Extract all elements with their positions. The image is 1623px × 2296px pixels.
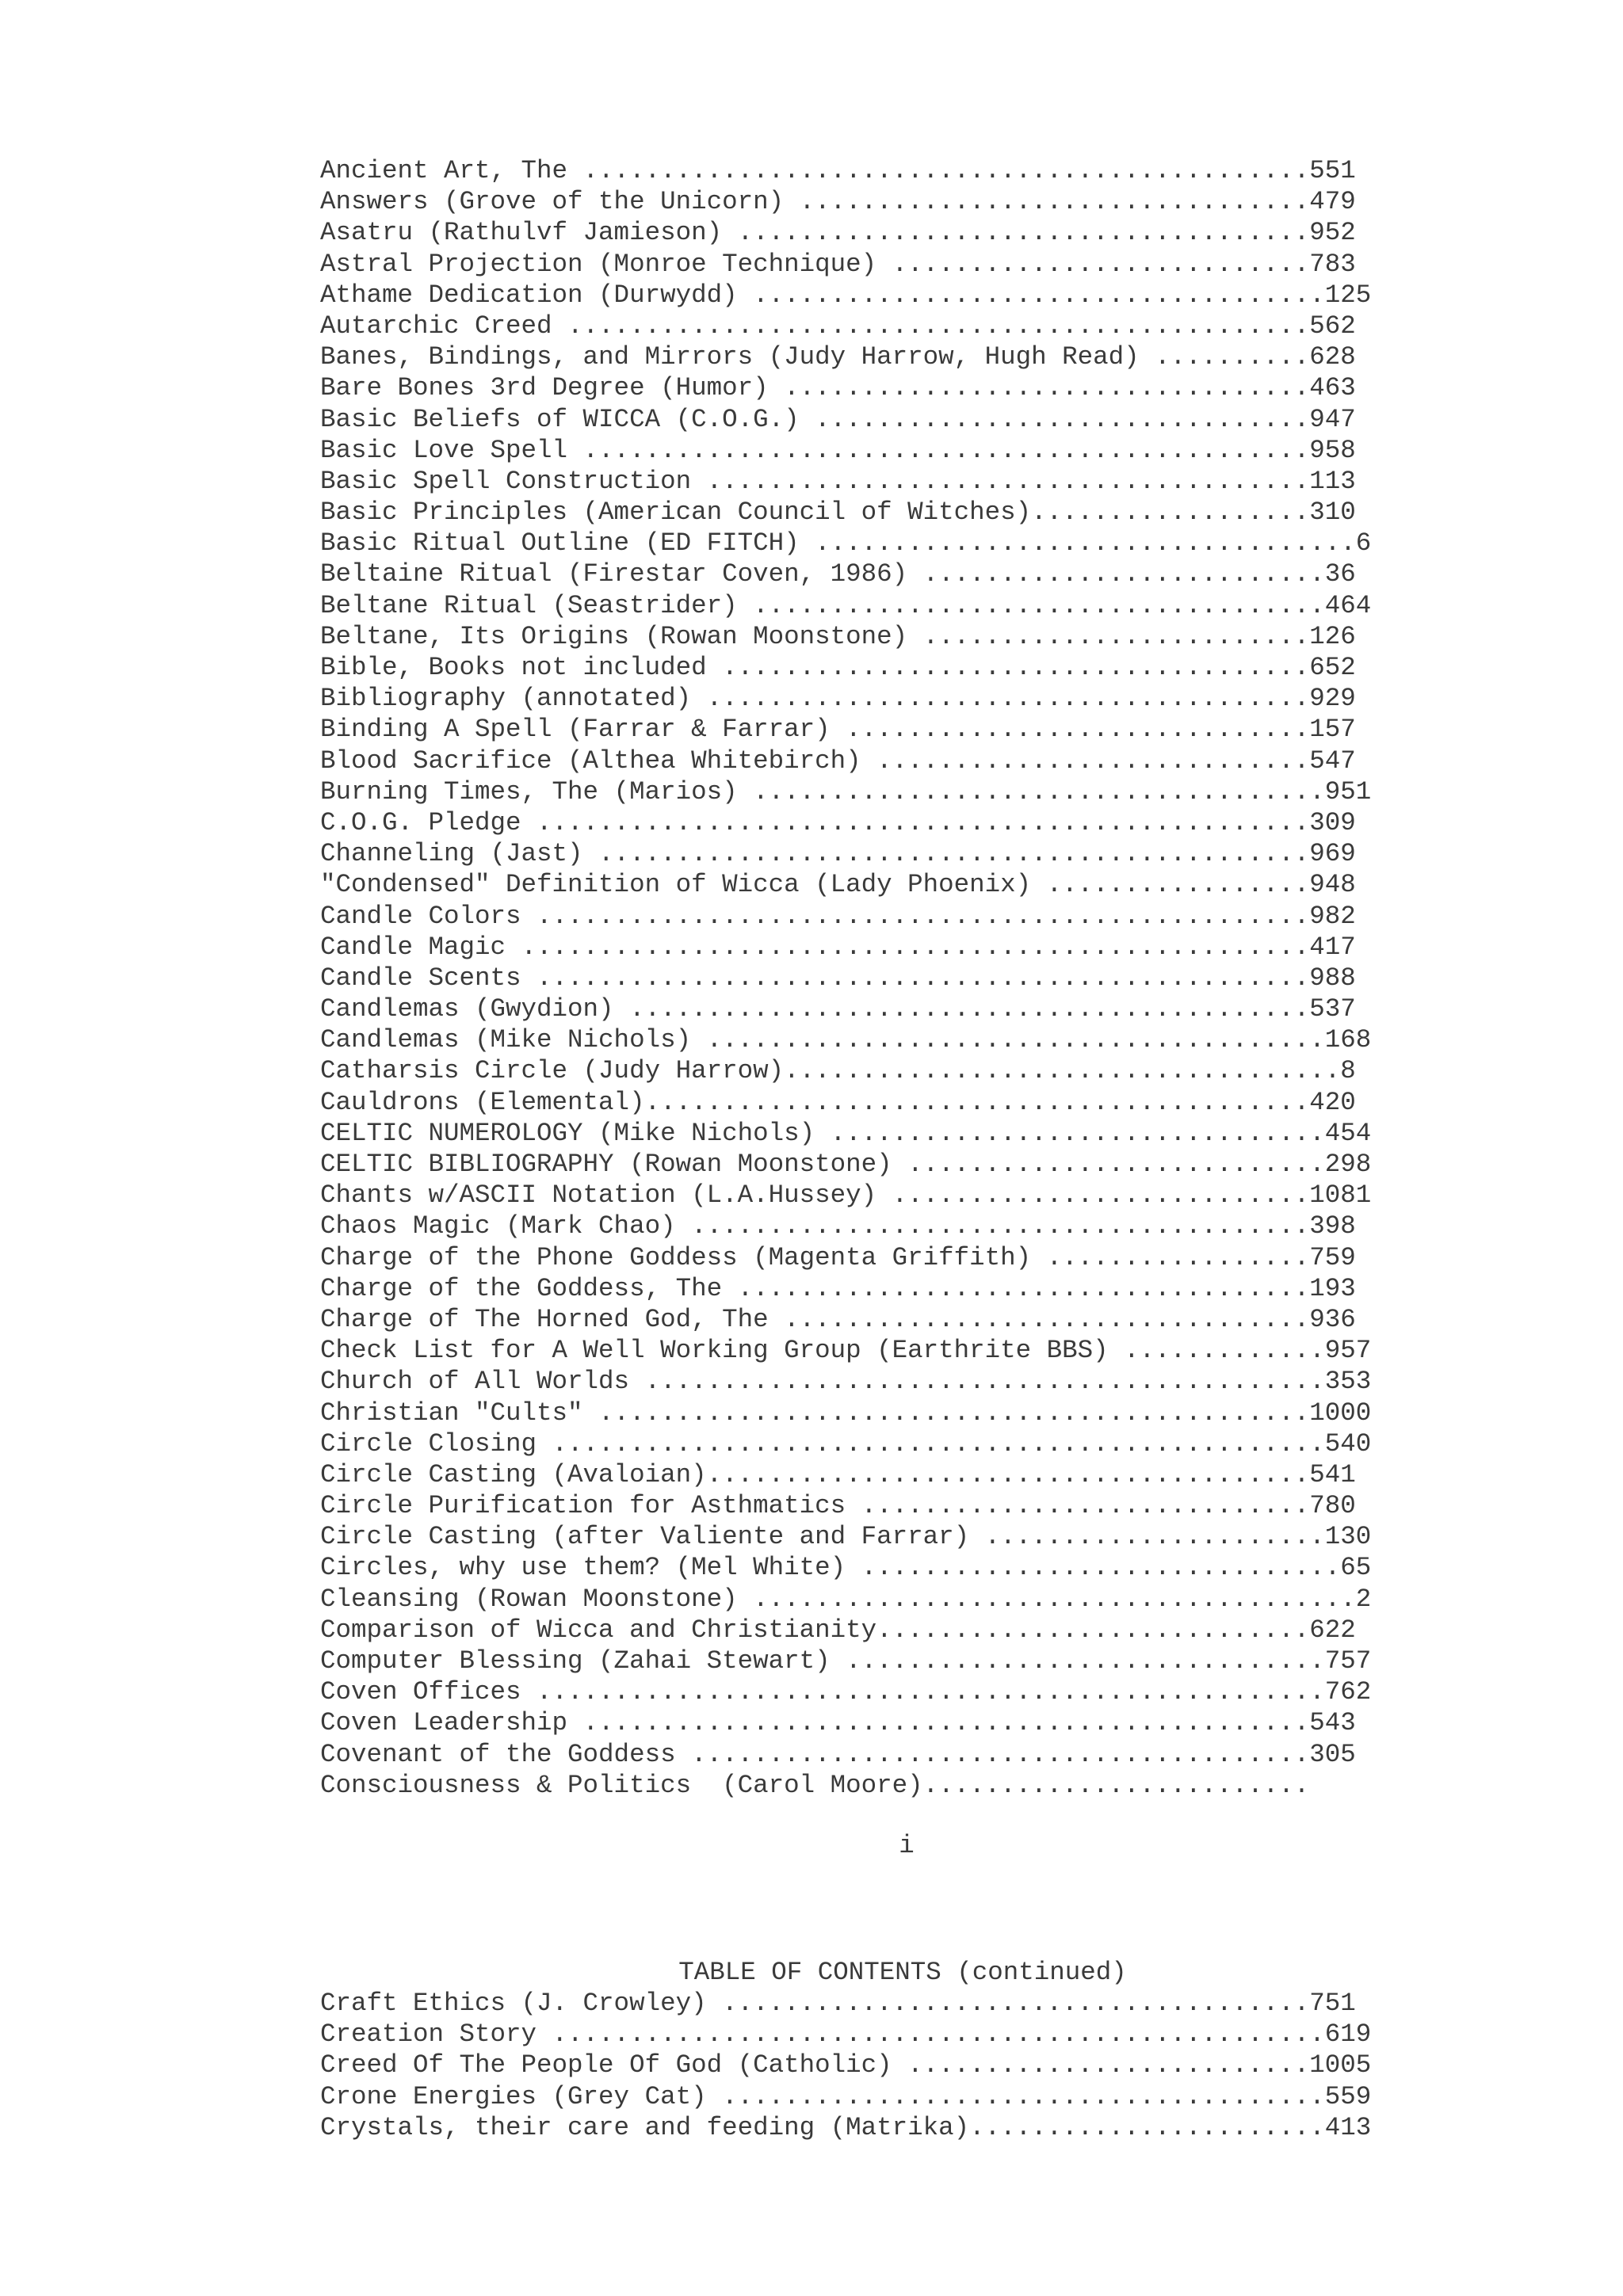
toc-entry: Craft Ethics (J. Crowley) ......................................751 (320, 1989, 1356, 2018)
toc-entry: Athame Dedication (Durwydd) .....................................125 (320, 280, 1372, 310)
toc-entry: Computer Blessing (Zahai Stewart) ...............................757 (320, 1646, 1372, 1676)
toc-entry: Candle Colors ..................................................982 (320, 901, 1356, 931)
toc-entry: Catharsis Circle (Judy Harrow)....................................8 (320, 1056, 1356, 1086)
toc-entry: Ancient Art, The ...............................................551 (320, 156, 1356, 185)
toc-entry: Blood Sacrifice (Althea Whitebirch) ............................547 (320, 746, 1356, 776)
toc-entry: Check List for A Well Working Group (Earthrite BBS) .............957 (320, 1336, 1372, 1366)
toc-entry: Beltane Ritual (Seastrider) .....................................464 (320, 590, 1372, 620)
toc-entry: Autarchic Creed ................................................562 (320, 311, 1356, 341)
toc-entry: Consciousness & Politics (Carol Moore)......................... (320, 1770, 1310, 1800)
toc-entry: Charge of the Goddess, The .....................................193 (320, 1273, 1356, 1303)
toc-entry: Church of All Worlds ............................................353 (320, 1367, 1372, 1397)
toc-entry: Charge of the Phone Goddess (Magenta Griffith) .................759 (320, 1242, 1356, 1272)
toc-entry: Cleansing (Rowan Moonstone) .......................................2 (320, 1584, 1372, 1614)
toc-entry: Basic Beliefs of WICCA (C.O.G.) ................................947 (320, 404, 1356, 434)
toc-entry: Chaos Magic (Mark Chao) ........................................398 (320, 1211, 1356, 1241)
toc-entry: Candle Scents ..................................................988 (320, 963, 1356, 993)
toc-entry: Circles, why use them? (Mel White) ...............................65 (320, 1553, 1372, 1583)
toc-entry: "Condensed" Definition of Wicca (Lady Phoenix) .................948 (320, 870, 1356, 900)
toc-entry: Creed Of The People Of God (Catholic) ..........................1005 (320, 2050, 1372, 2081)
toc-entry: Crone Energies (Grey Cat) .......................................559 (320, 2081, 1372, 2111)
toc-entry: Chants w/ASCII Notation (L.A.Hussey) ...........................1081 (320, 1180, 1372, 1211)
toc-entry: Candlemas (Gwydion) ............................................537 (320, 994, 1356, 1024)
toc-entry: Circle Closing ..................................................540 (320, 1428, 1372, 1459)
toc-entry: Basic Ritual Outline (ED FITCH) ...................................6 (320, 528, 1372, 559)
toc-entry: Coven Offices ...................................................762 (320, 1677, 1372, 1707)
toc-entry: Banes, Bindings, and Mirrors (Judy Harrow, Hugh Read) ..........628 (320, 342, 1356, 372)
toc-entry: Bibliography (annotated) .......................................929 (320, 684, 1356, 714)
toc-entry: Binding A Spell (Farrar & Farrar) ..............................157 (320, 715, 1356, 745)
toc-entry: Channeling (Jast) ..............................................969 (320, 839, 1356, 869)
toc-entry: Basic Principles (American Council of Witches)..................310 (320, 498, 1356, 528)
toc-entry: Coven Leadership ...............................................543 (320, 1708, 1356, 1738)
toc-entry: Answers (Grove of the Unicorn) .................................479 (320, 187, 1356, 217)
toc-entry: Beltaine Ritual (Firestar Coven, 1986) ..........................36 (320, 559, 1356, 589)
toc-entry: Circle Purification for Asthmatics .............................780 (320, 1491, 1356, 1521)
toc-entry: Circle Casting (Avaloian).......................................541 (320, 1459, 1356, 1489)
toc-entry: Bible, Books not included ......................................652 (320, 653, 1356, 682)
toc-entry: Candle Magic ...................................................417 (320, 932, 1356, 962)
toc-entry: Covenant of the Goddess ........................................305 (320, 1739, 1356, 1769)
toc-entry: Cauldrons (Elemental)...........................................420 (320, 1087, 1356, 1117)
toc-entry: Burning Times, The (Marios) .....................................951 (320, 776, 1372, 807)
table-of-contents-continued (320, 1988, 1485, 2143)
toc-entry: CELTIC BIBLIOGRAPHY (Rowan Moonstone) ...........................298 (320, 1150, 1372, 1179)
toc-continued-title: TABLE OF CONTENTS (continued) (678, 1958, 1127, 1987)
table-of-contents (320, 155, 1485, 1801)
toc-entry: Christian "Cults" ..............................................1000 (320, 1398, 1372, 1428)
toc-entry: Astral Projection (Monroe Technique) ...........................783 (320, 249, 1356, 279)
toc-entry: Asatru (Rathulvf Jamieson) .....................................952 (320, 218, 1356, 248)
page-number: i (899, 1831, 915, 1860)
toc-entry: Candlemas (Mike Nichols) ........................................168 (320, 1025, 1372, 1055)
toc-entry: Basic Spell Construction .......................................113 (320, 466, 1356, 496)
toc-entry: Crystals, their care and feeding (Matrika).......................413 (320, 2112, 1372, 2142)
toc-entry: CELTIC NUMEROLOGY (Mike Nichols) ................................454 (320, 1118, 1372, 1148)
toc-entry: Beltane, Its Origins (Rowan Moonstone) .........................126 (320, 621, 1356, 651)
toc-entry: Circle Casting (after Valiente and Farrar) ......................130 (320, 1522, 1372, 1552)
toc-entry: Basic Love Spell ...............................................958 (320, 435, 1356, 465)
toc-entry: Charge of The Horned God, The ..................................936 (320, 1304, 1356, 1334)
toc-entry: Creation Story ..................................................619 (320, 2019, 1372, 2050)
toc-entry: C.O.G. Pledge ..................................................309 (320, 807, 1356, 837)
toc-entry: Bare Bones 3rd Degree (Humor) ..................................463 (320, 373, 1356, 403)
toc-entry: Comparison of Wicca and Christianity............................622 (320, 1615, 1356, 1645)
